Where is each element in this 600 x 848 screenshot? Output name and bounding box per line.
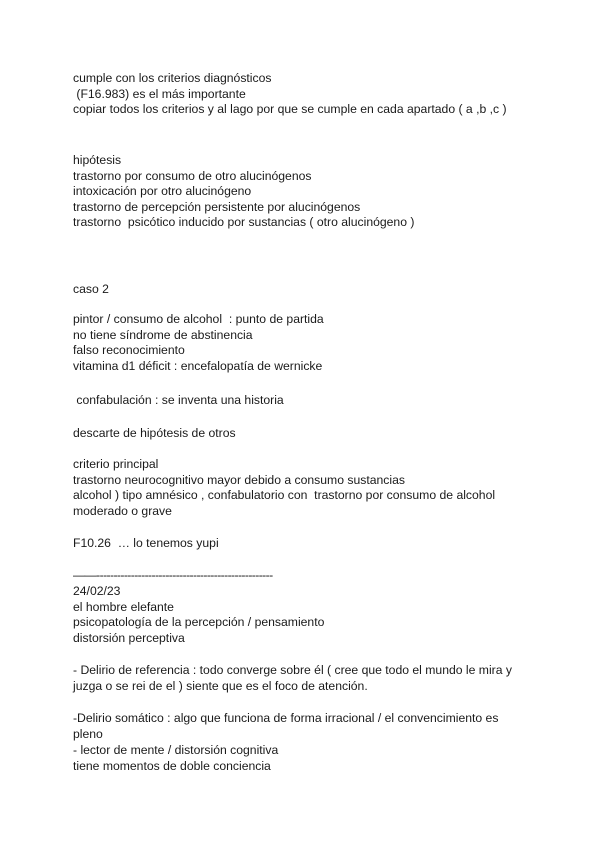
text-line: alcohol ) tipo amnésico , confabulatorio con trastorno por consumo de alcohol [73,488,496,503]
text-line: intoxicación por otro alucinógeno [73,184,252,199]
text-line: trastorno neurocognitivo mayor debido a consumo sustancias [73,472,405,487]
text-line: no tiene síndrome de abstinencia [73,327,253,342]
text-line: trastorno psicótico inducido por sustancias ( otro alucinógeno ) [73,215,415,230]
text-line: trastorno de percepción persistente por alucinógenos [73,199,361,214]
confabulation-note [73,393,543,409]
text-line: - lector de mente / distorsión cognitiva [73,743,279,757]
text-line: confabulación : se inventa una historia [73,393,284,407]
divider-line: ——--------------------------------------------------- [73,568,273,582]
session-notes [73,584,543,646]
text-line: copiar todos los criterios y al lago por que se cumple en cada apartado ( a ,b ,c ) [73,102,507,117]
text-line: moderado o grave [73,503,172,518]
text-paragraph: - Delirio de referencia : todo converge sobre él ( cree que todo el mundo le mira y juzga o se rei de el ) siente que es el foco de atención. [73,663,512,693]
text-line: distorsión perceptiva [73,630,185,645]
section-divider [73,568,543,584]
date-line: 24/02/23 [73,584,121,598]
main-criterion [73,457,543,519]
text-line: psicopatología de la percepción / pensamiento [73,615,325,630]
text-line: pintor / consumo de alcohol : punto de partida [73,312,324,326]
discard-note [73,426,543,442]
text-line: tiene momentos de doble conciencia [73,758,271,773]
text-line: criterio principal [73,457,159,471]
text-line: vitamina d1 déficit : encefalopatía de wernicke [73,358,323,373]
criteria-notes [73,71,543,118]
text-line: (F16.983) es el más importante [73,86,246,101]
text-line: F10.26 … lo tenemos yupi [73,536,219,550]
case-title [73,282,543,298]
text-line: cumple con los criterios diagnósticos [73,71,272,85]
mind-reader-notes [73,743,543,774]
text-line: descarte de hipótesis de otros [73,426,236,440]
case-findings [73,312,543,374]
delirio-referencia [73,663,543,694]
text-paragraph: -Delirio somático : algo que funciona de forma irracional / el convencimiento es pleno [73,711,499,741]
diagnosis-code [73,536,543,552]
text-line: falso reconocimiento [73,343,185,358]
hypothesis-list [73,153,543,231]
text-line: trastorno por consumo de otro alucinógenos [73,168,312,183]
text-line: hipótesis [73,153,122,167]
text-line: el hombre elefante [73,599,174,614]
delirio-somatico [73,711,543,742]
case-heading: caso 2 [73,282,109,296]
